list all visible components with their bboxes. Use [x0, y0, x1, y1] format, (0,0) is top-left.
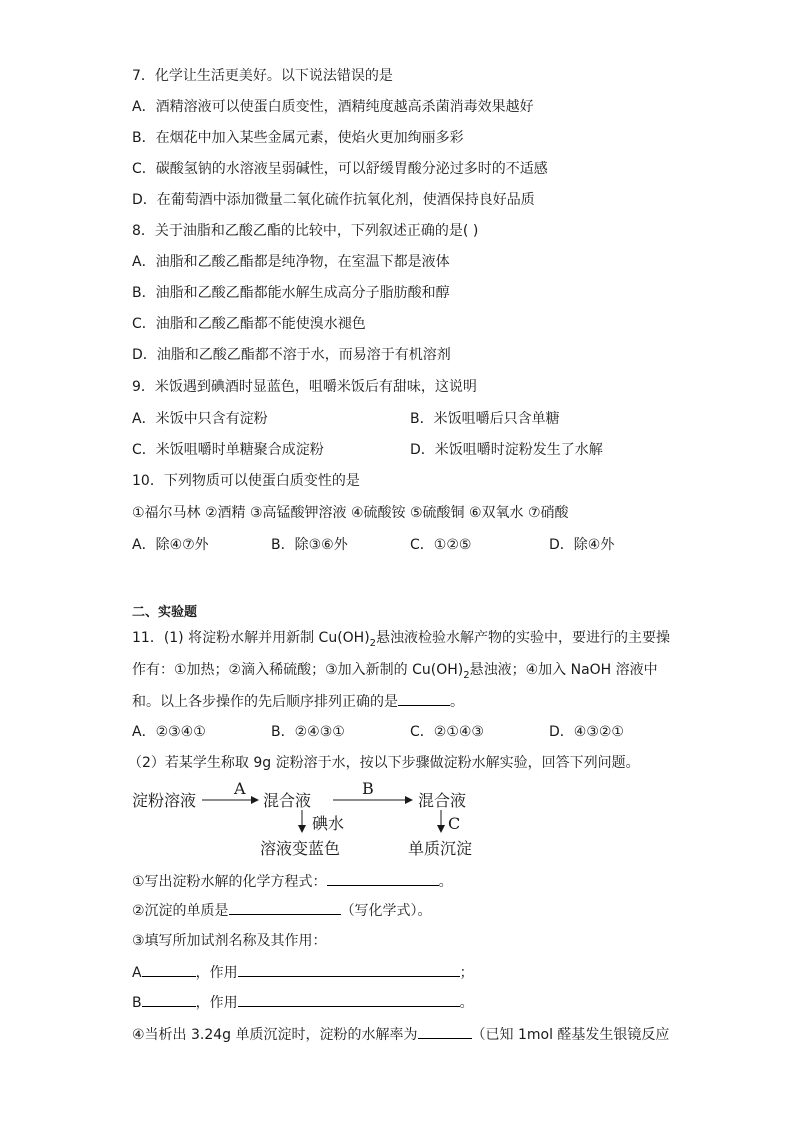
q9-option-c: C．米饭咀嚼时单糖聚合成淀粉: [132, 442, 324, 458]
diagram-start: 淀粉溶液: [132, 791, 197, 810]
answer-blank[interactable]: [238, 992, 460, 1007]
q7-option-d: D．在葡萄酒中添加微量二氧化硫作抗氧化剂，使酒保持良好品质: [132, 192, 535, 208]
down1-label: 碘水: [312, 814, 345, 833]
section-title: 二、实验题: [132, 605, 198, 620]
q11-s1: [132, 871, 453, 892]
q10-option-d: D．除④外: [549, 537, 615, 553]
answer-blank[interactable]: [142, 992, 196, 1007]
answer-blank[interactable]: [327, 871, 439, 886]
q11-s3b: [132, 992, 474, 1013]
q7-stem: 7．化学让生活更美好。以下说法错误的是: [132, 68, 393, 84]
answer-blank[interactable]: [229, 900, 341, 915]
arrow-a-label: A: [234, 780, 246, 798]
q11-p1-line2-b: 悬浊液；④加入 NaOH 溶液中: [469, 662, 658, 678]
diagram-result2: 单质沉淀: [408, 839, 473, 858]
q9-option-b: B．米饭咀嚼后只含单糖: [410, 411, 560, 427]
arrow-b-label: B: [362, 780, 374, 798]
q11-s3a-mid: ，作用: [195, 965, 238, 981]
answer-blank[interactable]: [142, 962, 196, 977]
q8-option-d: D．油脂和乙酸乙酯都不溶于水，而易溶于有机溶剂: [132, 347, 451, 363]
q9-stem: 9．米饭遇到碘酒时显蓝色，咀嚼米饭后有甜味，这说明: [132, 379, 477, 395]
answer-blank[interactable]: [418, 1024, 472, 1039]
q11-s3a: [132, 962, 474, 983]
answer-blank[interactable]: [238, 962, 460, 977]
q10-items: ①福尔马林 ②酒精 ③高锰酸钾溶液 ④硫酸铵 ⑤硫酸铜 ⑥双氧水 ⑦硝酸: [132, 505, 569, 521]
q11-s2: [132, 900, 432, 921]
down2-label: C: [448, 814, 461, 833]
q11-option-c: C．②①④③: [410, 724, 484, 740]
q11-p1-line1-a: 11．(1) 将淀粉水解并用新制 Cu(OH): [132, 630, 370, 646]
q11-s3b-label: B: [132, 995, 142, 1011]
q11-p1-line3-end: 。: [450, 694, 464, 710]
hydrolysis-flow-diagram: [130, 780, 490, 860]
diagram-result1: 溶液变蓝色: [260, 839, 341, 858]
q11-p1-line1-sub: 2: [369, 637, 377, 649]
q11-p1-line1: [132, 628, 670, 654]
q11-s1-end: 。: [438, 874, 453, 890]
diagram-mid: 混合液: [263, 791, 312, 810]
answer-blank[interactable]: [398, 691, 450, 706]
q11-s3b-mid: ，作用: [195, 995, 238, 1011]
q10-option-c: C．①②⑤: [410, 537, 472, 553]
q11-p2: （2）若某学生称取 9g 淀粉溶于水，按以下步骤做淀粉水解实验，回答下列问题。: [128, 755, 640, 771]
diagram-end: 混合液: [418, 791, 467, 810]
q11-option-b: B．②④③①: [271, 724, 345, 740]
q7-option-a: A．酒精溶液可以使蛋白质变性，酒精纯度越高杀菌消毒效果越好: [132, 99, 534, 115]
q11-s3: ③填写所加试剂名称及其作用：: [132, 933, 327, 949]
q8-stem: 8．关于油脂和乙酸乙酯的比较中，下列叙述正确的是( ): [132, 223, 479, 239]
q11-s4: [132, 1024, 669, 1045]
q9-option-a: A．米饭中只含有淀粉: [132, 411, 268, 427]
q11-s3a-end: ；: [459, 965, 474, 981]
q11-p1-line3: [132, 691, 464, 712]
q11-s3b-end: 。: [459, 995, 474, 1011]
q8-option-a: A．油脂和乙酸乙酯都是纯净物，在室温下都是液体: [132, 254, 450, 270]
q11-s3a-label: A: [132, 965, 142, 981]
q11-s4-end: （已知 1mol 醛基发生银镜反应: [471, 1027, 670, 1043]
q10-option-b: B．除③⑥外: [271, 537, 348, 553]
q9-option-d: D．米饭咀嚼时淀粉发生了水解: [410, 442, 603, 458]
q7-option-c: C．碳酸氢钠的水溶液呈弱碱性，可以舒缓胃酸分泌过多时的不适感: [132, 161, 548, 177]
q11-s2-end: （写化学式）。: [340, 903, 432, 919]
q8-option-c: C．油脂和乙酸乙酯都不能使溴水褪色: [132, 316, 366, 332]
q10-stem: 10．下列物质可以使蛋白质变性的是: [132, 473, 360, 489]
q11-s1-text: ①写出淀粉水解的化学方程式：: [132, 874, 327, 890]
q8-option-b: B．油脂和乙酸乙酯都能水解生成高分子脂肪酸和醇: [132, 285, 450, 301]
q11-p1-line3-text: 和。以上各步操作的先后顺序排列正确的是: [132, 694, 398, 710]
q10-option-a: A．除④⑦外: [132, 537, 209, 553]
q11-s4-text: ④当析出 3.24g 单质沉淀时，淀粉的水解率为: [132, 1027, 418, 1043]
q11-p1-line2-sub: 2: [463, 669, 470, 681]
q11-p1-line1-b: 悬浊液检验水解产物的实验中，要进行的主要操: [376, 630, 671, 646]
q11-option-d: D．④③②①: [549, 724, 624, 740]
q11-s2-text: ②沉淀的单质是: [132, 903, 229, 919]
q11-p1-line2: [132, 660, 658, 686]
q7-option-b: B．在烟花中加入某些金属元素，使焰火更加绚丽多彩: [132, 130, 464, 146]
q11-p1-line2-a: 作有：①加热；②滴入稀硫酸；③加入新制的 Cu(OH): [132, 662, 464, 678]
q11-option-a: A．②③④①: [132, 724, 206, 740]
